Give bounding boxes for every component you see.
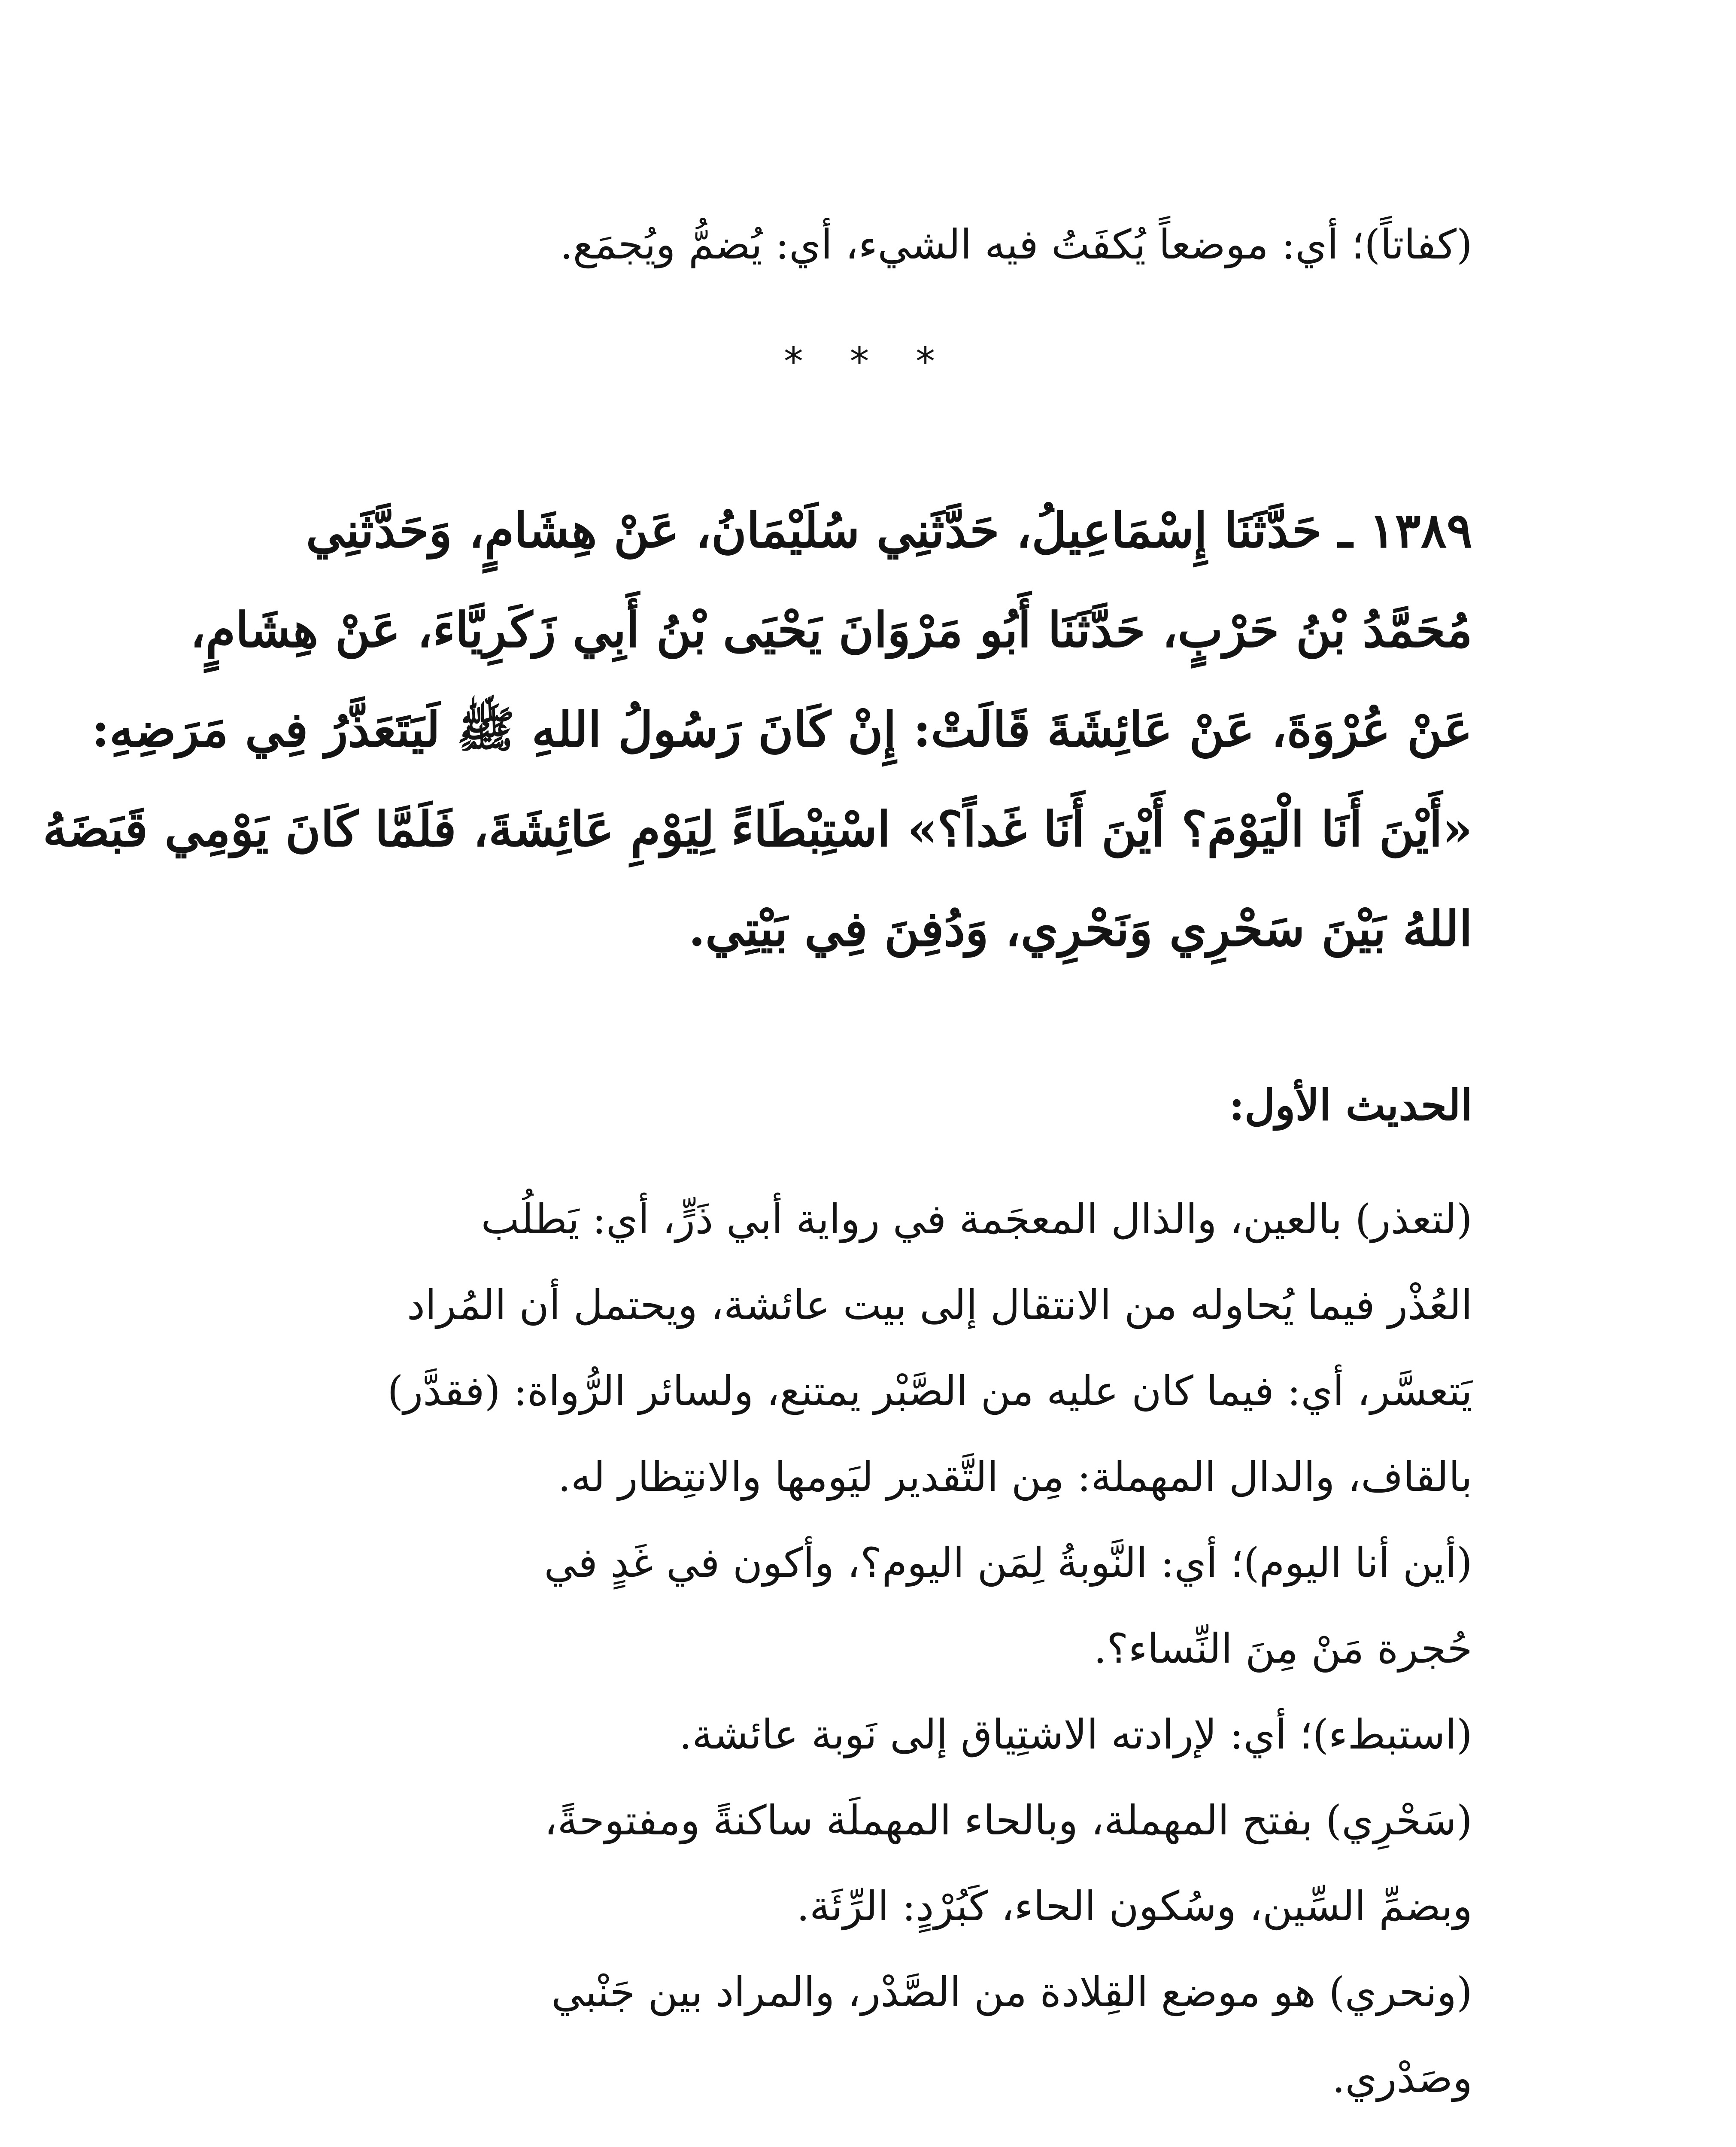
- hadith-line: ١٣٨٩ ـ حَدَّثَنَا إِسْمَاعِيلُ، حَدَّثَنِي سُلَيْمَانُ، عَنْ هِشَامٍ، وَحَدَّثَنِي: [306, 502, 1472, 559]
- commentary-line: (ونحري) هو موضع القِلادة من الصَّدْر، والمراد بين جَنْبي: [551, 1969, 1472, 2016]
- top-fragment-line: (كفاتاً)؛ أي: موضعاً يُكفَتُ فيه الشيء، أي: يُضمُّ ويُجمَع.: [560, 221, 1472, 268]
- commentary-line: وصَدْري.: [1332, 2055, 1472, 2102]
- commentary-paragraph: [215, 1520, 1472, 1692]
- commentary-line: وبضمِّ السِّين، وسُكون الحاء، كَبُرْدٍ: الرِّئَة.: [796, 1883, 1472, 1930]
- hadith-text: [42, 481, 1472, 979]
- commentary-line: بالقاف، والدال المهملة: مِن التَّقدير ليَومها والانتِظار له.: [558, 1454, 1472, 1501]
- commentary-line: حُجرة مَنْ مِنَ النِّساء؟.: [1093, 1625, 1472, 1673]
- hadith-line: مُحَمَّدُ بْنُ حَرْبٍ، حَدَّثَنَا أَبُو مَرْوَانَ يَحْيَى بْنُ أَبِي زَكَرِيَّاءَ، عَنْ هِشَامٍ،: [190, 602, 1472, 658]
- commentary-line: (لتعذر) بالعين، والذال المعجَمة في رواية أبي ذَرٍّ، أي: يَطلُب: [481, 1196, 1472, 1243]
- commentary-paragraph: [215, 1692, 1472, 1778]
- commentary-line: (أين أنا اليوم)؛ أي: النَّوبةُ لِمَن اليوم؟، وأكون في غَدٍ في: [544, 1539, 1472, 1587]
- section-heading: الحديث الأول:: [1229, 1081, 1472, 1130]
- top-fragment: [215, 202, 1472, 288]
- section-separator: * * *: [783, 339, 953, 384]
- commentary-paragraph: [215, 1177, 1472, 1520]
- commentary: [215, 1177, 1472, 2121]
- hadith-line: اللهُ بَيْنَ سَحْرِي وَنَحْرِي، وَدُفِنَ فِي بَيْتِي.: [688, 901, 1472, 957]
- section-heading-block: [215, 1061, 1472, 1151]
- hadith-line: «أَيْنَ أَنَا الْيَوْمَ؟ أَيْنَ أَنَا غَداً؟» اسْتِبْطَاءً لِيَوْمِ عَائِشَةَ، فَلَمَّا كَانَ يَوْمِي قَبَضَهُ: [42, 801, 1472, 858]
- commentary-paragraph: [215, 1949, 1472, 2121]
- commentary-line: (سَحْرِي) بفتح المهملة، وبالحاء المهملَة ساكنةً ومفتوحةً،: [544, 1797, 1472, 1844]
- commentary-paragraph: [215, 1778, 1472, 1949]
- hadith-line: عَنْ عُرْوَةَ، عَنْ عَائِشَةَ قَالَتْ: إِنْ كَانَ رَسُولُ اللهِ ﷺ لَيَتَعَذَّرُ فِي مَرَضِهِ:: [91, 702, 1472, 758]
- commentary-line: العُذْر فيما يُحاوله من الانتقال إلى بيت عائشة، ويحتمل أن المُراد: [407, 1282, 1472, 1329]
- commentary-line: (استبطء)؛ أي: لإرادته الاشتِياق إلى نَوبة عائشة.: [679, 1711, 1472, 1758]
- commentary-line: يَتعسَّر، أي: فيما كان عليه من الصَّبْر يمتنع، ولسائر الرُّواة: (فقدَّر): [387, 1368, 1472, 1415]
